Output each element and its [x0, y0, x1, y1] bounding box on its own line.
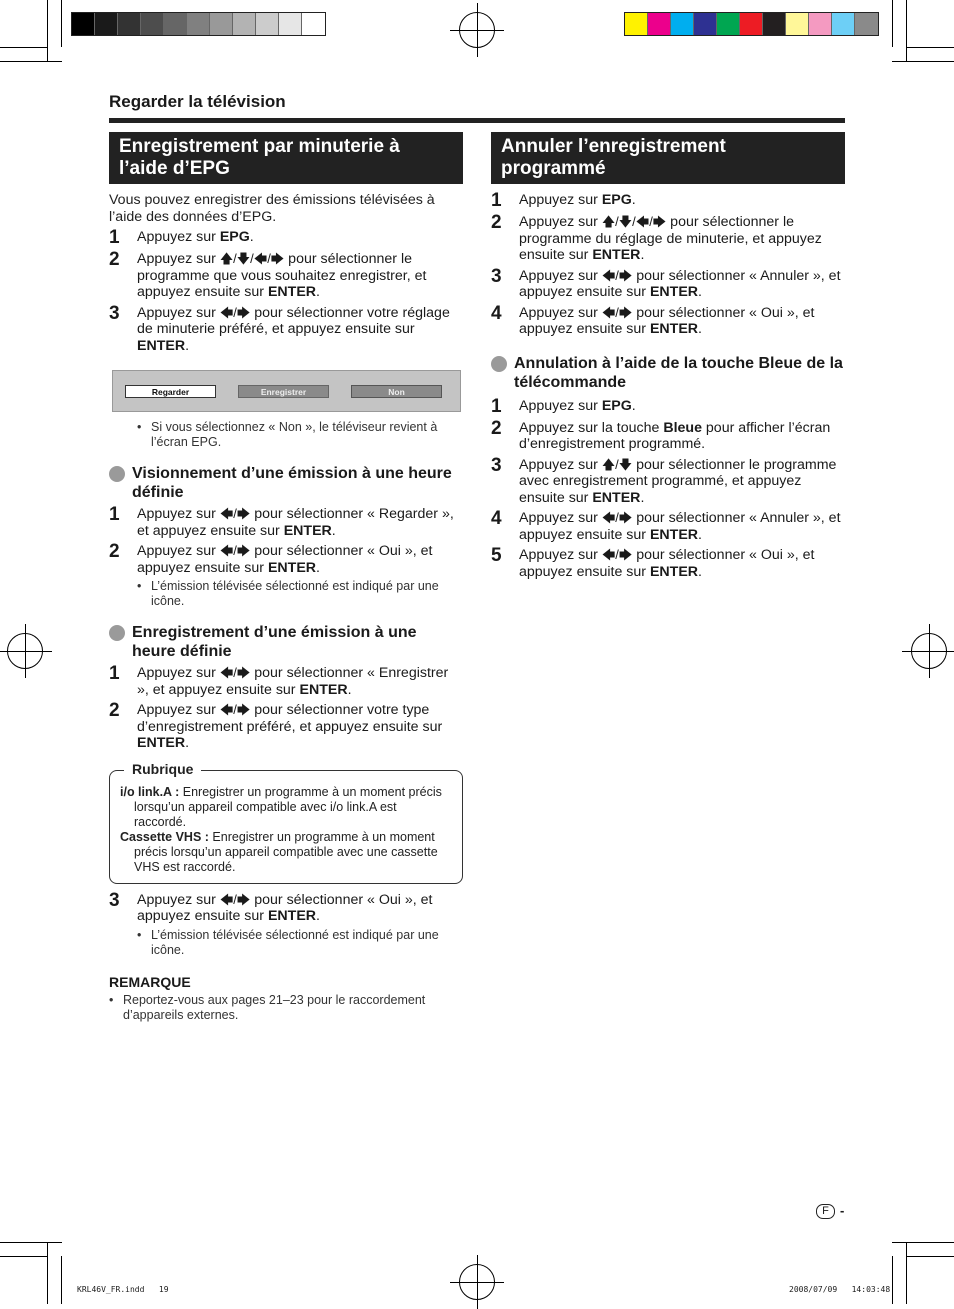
step-text [137, 543, 463, 576]
running-title: Regarder la télévision [109, 92, 286, 111]
step-number: 1 [491, 395, 502, 417]
step-text-part: pour sélectionner « Annuler », et appuyez ensuite sur [519, 267, 841, 300]
step-key-name: ENTER [283, 522, 332, 539]
rubrique-item [120, 830, 452, 875]
step-text-part: Appuyez sur [137, 229, 220, 245]
crop-mark [892, 1256, 893, 1304]
arrow-keys-icon: 🡄/🡆 [601, 510, 633, 525]
note-text: Si vous sélectionnez « Non », le téléviseur revient à l’écran EPG. [151, 420, 438, 449]
step-text-part: . [249, 229, 254, 245]
subsection-title-blue-key [491, 354, 845, 392]
step-text-part: Appuyez sur [519, 510, 602, 526]
step-text-part: Appuyez sur [137, 543, 220, 559]
crop-mark [61, 1256, 62, 1304]
step-text-part: . [698, 526, 702, 543]
registration-mark [459, 12, 495, 48]
step [109, 251, 463, 301]
step-text-part: Appuyez sur [519, 304, 602, 321]
step-list [109, 506, 463, 576]
step-text [137, 702, 463, 752]
footer-timestamp: 2008/07/09 14:03:48 [789, 1285, 891, 1294]
crop-mark [907, 1256, 954, 1257]
color-swatch [256, 13, 279, 35]
section-title-epg-recording: Enregistrement par minuterie à l’aide d’EPG [109, 132, 463, 184]
registration-mark [911, 633, 947, 669]
crop-mark [0, 47, 47, 48]
step [491, 454, 845, 507]
bullet-circle-icon [109, 625, 125, 641]
step-text-part: pour sélectionner votre type d’enregistrement préféré, et appuyez ensuite sur [137, 702, 443, 735]
color-swatch [187, 13, 210, 35]
step-text [519, 457, 845, 507]
step-text-part: Appuyez sur [519, 192, 602, 208]
color-swatch [855, 13, 878, 35]
step-text-part: Appuyez sur [519, 547, 602, 563]
step-text-part: pour sélectionner « Enregistrer », et appuyez ensuite sur [137, 665, 449, 698]
step-text-part: . [698, 321, 702, 337]
step-text-part: . [631, 192, 636, 208]
step-number: 1 [491, 190, 502, 211]
arrow-keys-icon: 🡅/🡇/🡄/🡆 [219, 251, 285, 266]
step-text-part: Appuyez sur la touche [519, 419, 664, 436]
step-text-part: . [331, 522, 336, 539]
crop-mark [0, 1242, 62, 1243]
rubrique-box [109, 760, 463, 884]
rubrique-term: i/o link.A : [120, 784, 180, 799]
step-text-part: . [640, 247, 645, 263]
color-swatch [95, 13, 118, 35]
crop-mark [0, 61, 62, 62]
intro-text: Vous pouvez enregistrer des émissions télévisées à l’aide des données d’EPG. [109, 192, 435, 225]
note-text: L’émission télévisée sélectionné est indiqué par une icône. [151, 927, 439, 957]
remarque-title: REMARQUE [109, 973, 191, 990]
top-rule [109, 118, 845, 123]
note-bullet: • L’émission télévisée sélectionné est indiqué par une icône. [137, 579, 463, 609]
subsection-title-watch [109, 464, 463, 502]
step [109, 702, 463, 752]
screen-button-enregistrer: Enregistrer [238, 385, 329, 398]
arrow-keys-icon: 🡅/🡇/🡄/🡆 [601, 214, 667, 229]
registration-mark [7, 633, 43, 669]
step-text-part: Appuyez sur [519, 397, 602, 414]
step-key-name: ENTER [299, 681, 348, 698]
color-swatch [72, 13, 95, 35]
step-text-part: Appuyez sur [137, 665, 220, 681]
step-text [519, 214, 845, 264]
step-text [137, 305, 463, 355]
step-text [519, 305, 845, 338]
section-title-cancel-recording: Annuler l’enregistrement programmé [491, 132, 845, 184]
screen-button-regarder: Regarder [125, 385, 216, 398]
bullet-circle-icon [109, 466, 125, 482]
crop-mark [892, 0, 893, 47]
step-text-part: . [631, 397, 636, 414]
crop-mark [0, 1256, 47, 1257]
step [491, 214, 845, 264]
rubrique-desc: Enregistrer un programme à un moment précis lorsqu’un appareil compatible avec i/o link.A est raccordé. [134, 784, 442, 829]
rubrique-term: Cassette VHS : [120, 829, 209, 844]
step [109, 229, 463, 247]
step-text-part: Appuyez sur [137, 251, 220, 267]
step-key-name: ENTER [267, 284, 317, 300]
arrow-keys-icon: 🡄/🡆 [219, 891, 251, 907]
crop-mark [906, 1242, 907, 1304]
step-number: 3 [109, 889, 120, 911]
step [491, 265, 845, 301]
step [491, 417, 845, 453]
crop-mark [47, 1242, 48, 1304]
step-text-part: . [316, 284, 320, 300]
step-list [109, 889, 463, 925]
arrow-keys-icon: 🡄/🡆 [219, 543, 251, 558]
step [491, 547, 845, 580]
bullet-circle-icon [491, 356, 507, 372]
color-swatch [648, 13, 671, 35]
step-text-part: pour sélectionner votre réglage de minuterie préféré, et appuyez ensuite sur [137, 304, 450, 337]
subsection-title-record [109, 623, 463, 661]
step-text [137, 665, 463, 698]
color-swatch [694, 13, 717, 35]
color-swatch [763, 13, 786, 35]
step [491, 192, 845, 210]
arrow-keys-icon: 🡄/🡆 [601, 547, 633, 562]
crop-mark [47, 0, 48, 62]
step-text [519, 192, 845, 210]
step-text [519, 398, 845, 416]
rubrique-title: Rubrique [124, 762, 201, 777]
step-number: 4 [491, 302, 502, 324]
subsection-title-text: Visionnement d’une émission à une heure définie [132, 465, 452, 501]
color-swatch [210, 13, 233, 35]
crop-mark [892, 1242, 954, 1243]
color-swatch [118, 13, 141, 35]
color-swatch [717, 13, 740, 35]
step-text-part: Appuyez sur [519, 214, 602, 230]
step-key-name: EPG [601, 397, 632, 414]
epg-dialog-illustration [112, 370, 461, 412]
color-swatch [302, 13, 325, 35]
note-bullet: • Si vous sélectionnez « Non », le téléviseur revient à l’écran EPG. [137, 420, 463, 450]
color-swatch [233, 13, 256, 35]
step-number: 1 [109, 504, 120, 525]
step-text-part: . [185, 735, 190, 751]
screen-button-non: Non [351, 385, 442, 398]
step-number: 1 [109, 227, 120, 248]
color-swatch [141, 13, 164, 35]
step-text [137, 251, 463, 301]
page-dash: - [840, 1203, 845, 1218]
step-list [109, 229, 463, 354]
step-text-part: pour sélectionner « Oui », et appuyez ensuite sur [519, 547, 815, 580]
arrow-keys-icon: 🡄/🡆 [219, 304, 251, 320]
arrow-keys-icon: 🡄/🡆 [601, 304, 633, 320]
step-number: 3 [491, 454, 502, 476]
step-key-name: ENTER [592, 247, 641, 263]
color-swatch [740, 13, 763, 35]
step-text-part: Appuyez sur [137, 506, 220, 522]
step-list [491, 395, 845, 581]
step-text-part: pour sélectionner « Regarder », et appuyez ensuite sur [137, 506, 454, 539]
step-key-name: ENTER [649, 321, 699, 337]
step [109, 889, 463, 925]
step-text-part: Appuyez sur [519, 267, 602, 284]
step-text-part: Appuyez sur [137, 702, 220, 718]
step-number: 2 [491, 417, 502, 439]
color-swatch [809, 13, 832, 35]
step-text-part: pour sélectionner « Annuler », et appuyez ensuite sur [519, 510, 841, 543]
step [109, 506, 463, 539]
footer-filename: KRL46V_FR.indd 19 [77, 1285, 169, 1294]
step-text-part: . [640, 489, 645, 506]
step [109, 302, 463, 355]
gray-color-bar [71, 12, 326, 36]
arrow-keys-icon: 🡄/🡆 [219, 702, 251, 717]
left-column [109, 132, 463, 1023]
arrow-keys-icon: 🡄/🡆 [219, 665, 251, 680]
step-number: 2 [491, 212, 502, 233]
remarque-bullet: • Reportez-vous aux pages 21–23 pour le raccordement d’appareils externes. [109, 993, 463, 1023]
color-swatch [164, 13, 187, 35]
step-key-name: Bleue [663, 419, 702, 436]
crop-mark [61, 0, 62, 47]
step-key-name: ENTER [137, 337, 186, 354]
step-number: 2 [109, 541, 120, 562]
step-text [519, 420, 845, 453]
step [109, 543, 463, 576]
step-number: 3 [109, 302, 120, 324]
step-text-part: pour sélectionner « Oui », et appuyez ensuite sur [137, 543, 433, 576]
color-swatch [832, 13, 855, 35]
color-swatch [279, 13, 302, 35]
color-swatch [786, 13, 809, 35]
step-number: 2 [109, 700, 120, 721]
step [491, 395, 845, 417]
step-list [109, 665, 463, 752]
step-text-part: Appuyez sur [137, 891, 220, 908]
crop-mark [906, 0, 907, 62]
step-text [519, 547, 845, 580]
step-text [137, 506, 463, 539]
step-text-part: pour sélectionner « Oui », et appuyez ensuite sur [519, 304, 815, 337]
step-text-part: Appuyez sur [137, 304, 220, 321]
step [491, 302, 845, 338]
remarque-text: Reportez-vous aux pages 21–23 pour le raccordement d’appareils externes. [123, 993, 426, 1022]
step-text-part: pour sélectionner le programme avec enregistrement programmé, et appuyez ensuite sur [519, 456, 837, 506]
step-number: 5 [491, 545, 502, 566]
process-color-bar [624, 12, 879, 36]
step-key-name: EPG [601, 192, 632, 208]
step-key-name: ENTER [649, 563, 699, 580]
step-number: 1 [109, 663, 120, 684]
step-text-part: . [347, 681, 352, 698]
step-key-name: ENTER [649, 526, 699, 543]
color-swatch [671, 13, 694, 35]
rubrique-desc: Enregistrer un programme à un moment précis lorsqu’un appareil compatible avec une cassette VHS est raccordé. [134, 829, 438, 874]
step-text [519, 510, 845, 543]
arrow-keys-icon: 🡅/🡇 [601, 456, 633, 472]
crop-mark [907, 47, 954, 48]
step-text-part: . [698, 284, 702, 300]
step-text-part: pour sélectionner « Oui », et appuyez ensuite sur [137, 891, 433, 924]
step-text [137, 892, 463, 925]
rubrique-item [120, 785, 452, 830]
step-key-name: ENTER [267, 559, 317, 576]
step-text-part: pour sélectionner le programme que vous souhaitez enregistrer, et appuyez ensuite sur [137, 251, 427, 300]
step-text-part: . [316, 559, 320, 576]
step-text-part: . [316, 908, 320, 924]
subsection-title-text: Enregistrement d’une émission à une heure définie [132, 624, 417, 660]
step-key-name: ENTER [137, 735, 186, 751]
step-number: 4 [491, 508, 502, 529]
arrow-keys-icon: 🡄/🡆 [219, 506, 251, 521]
step-key-name: ENTER [649, 284, 699, 300]
step-key-name: ENTER [267, 908, 317, 924]
registration-mark [459, 1264, 495, 1300]
note-bullet: • L’émission télévisée sélectionné est indiqué par une icône. [137, 928, 463, 958]
step-text-part: . [185, 337, 190, 354]
step-text-part: Appuyez sur [519, 456, 602, 473]
step-text [137, 229, 463, 247]
step-text-part: pour afficher l’écran d’enregistrement programmé. [519, 419, 831, 452]
note-text: L’émission télévisée sélectionné est indiqué par une icône. [151, 579, 439, 608]
step-number: 3 [491, 265, 502, 287]
subsection-title-text: Annulation à l’aide de la touche Bleue de la télécommande [514, 354, 843, 391]
page-language-badge: F [816, 1204, 835, 1219]
right-column [491, 132, 845, 580]
step-list [491, 192, 845, 338]
step [491, 510, 845, 543]
step-text-part: pour sélectionner le programme du réglage de minuterie, et appuyez ensuite sur [519, 214, 822, 263]
step [109, 665, 463, 698]
color-swatch [625, 13, 648, 35]
step-text [519, 268, 845, 301]
arrow-keys-icon: 🡄/🡆 [601, 267, 633, 283]
crop-mark [892, 61, 954, 62]
step-text-part: . [698, 563, 702, 580]
step-key-name: ENTER [592, 489, 641, 506]
step-key-name: EPG [219, 229, 250, 245]
step-number: 2 [109, 249, 120, 270]
